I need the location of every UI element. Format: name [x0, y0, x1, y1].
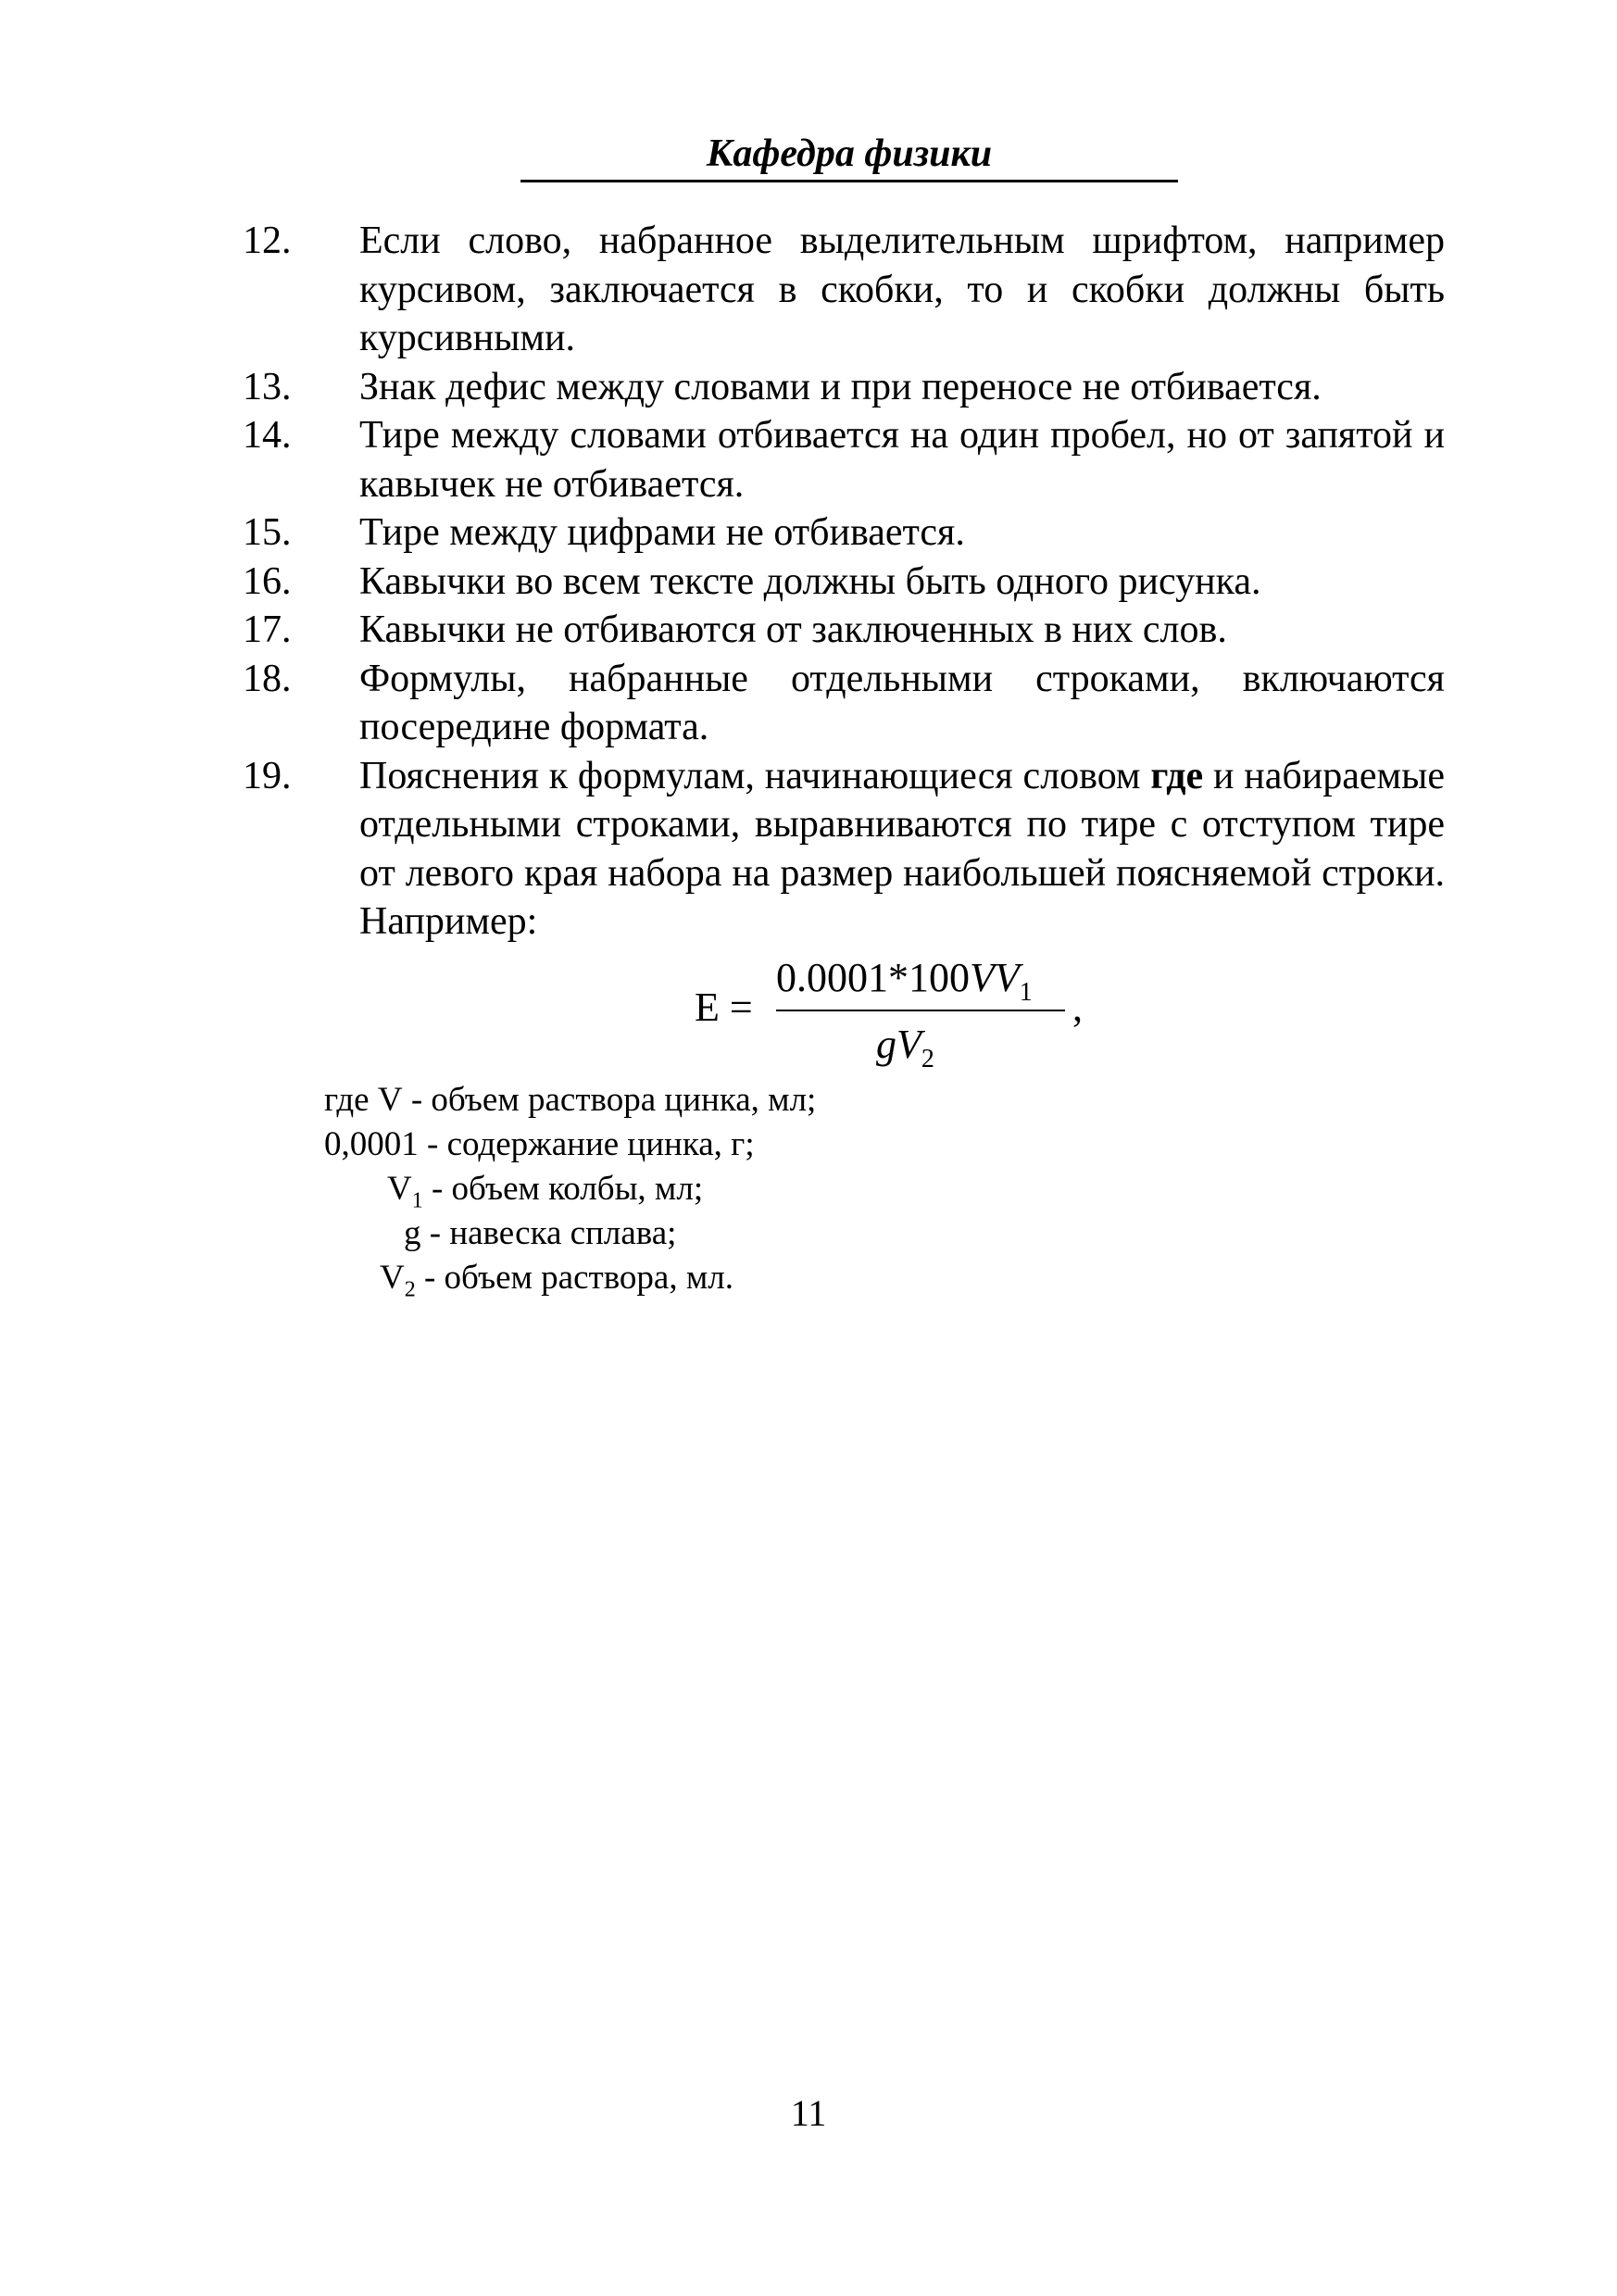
- definition-sub: 2: [404, 1277, 416, 1302]
- list-item: [243, 363, 1447, 412]
- item-text: [359, 752, 1445, 947]
- item-text-part: Пояснения к формулам, начинающиеся словом: [359, 754, 1151, 797]
- item-text: Формулы, набранные отдельными строками, включаются посередине формата.: [359, 657, 1445, 748]
- item-number: 15.: [243, 511, 292, 554]
- item-text: Тире между словами отбивается на один пробел, но от запятой и кавычек не отбивается.: [359, 414, 1445, 506]
- definition-row: [404, 1211, 896, 1256]
- definition-desc: - объем раствора цинка, мл;: [402, 1081, 817, 1119]
- definition-row: [324, 1078, 816, 1123]
- definition-symbol: где V: [324, 1081, 403, 1119]
- definition-desc: - объем колбы, мл;: [422, 1170, 704, 1208]
- list-item: [243, 558, 1447, 607]
- formula-numerator-var: VV: [970, 955, 1020, 1000]
- formula-denominator: [876, 1021, 934, 1074]
- formula-definitions: [324, 1078, 816, 1300]
- list-item: [243, 655, 1447, 752]
- list-item: [243, 752, 1447, 947]
- list-item: [243, 508, 1447, 558]
- definition-desc: - навеска сплава;: [420, 1214, 677, 1252]
- item-text-bold: где: [1150, 754, 1204, 797]
- list-item: [243, 217, 1447, 363]
- definition-symbol: V: [380, 1259, 405, 1297]
- item-number: 18.: [243, 657, 292, 700]
- list-item: [243, 606, 1447, 655]
- item-text: Знак дефис между словами и при переносе не отбивается.: [359, 365, 1322, 408]
- item-text: Кавычки во всем тексте должны быть одного рисунка.: [359, 559, 1261, 603]
- formula-denominator-sub: 2: [921, 1044, 934, 1073]
- definition-symbol: 0,0001: [324, 1125, 419, 1163]
- page-header-title: Кафедра физики: [520, 130, 1178, 182]
- item-text: Кавычки не отбиваются от заключенных в них слов.: [359, 609, 1227, 651]
- item-number: 16.: [243, 559, 292, 603]
- formula-numerator: [776, 954, 1033, 1008]
- item-text: Если слово, набранное выделительным шрифтом, например курсивом, заключается в скобки, то и скобки должны быть курсивными.: [359, 220, 1445, 359]
- formula-denominator-var: gV: [876, 1022, 921, 1067]
- rules-list: [243, 217, 1447, 947]
- list-item: [243, 411, 1447, 508]
- definition-desc: - содержание цинка, г;: [418, 1125, 755, 1163]
- item-number: 13.: [243, 365, 292, 408]
- definition-row: [387, 1167, 879, 1211]
- definition-row: [324, 1123, 816, 1167]
- formula: [685, 945, 1102, 1084]
- definition-symbol: V: [387, 1170, 412, 1208]
- item-number: 19.: [243, 754, 292, 797]
- item-number: 12.: [243, 220, 292, 262]
- item-number: 14.: [243, 414, 292, 457]
- formula-lhs: E =: [695, 985, 753, 1030]
- definition-row: [380, 1256, 871, 1300]
- item-text: Тире между цифрами не отбивается.: [359, 511, 965, 554]
- item-number: 17.: [243, 609, 292, 651]
- formula-numerator-sub: 1: [1019, 977, 1033, 1007]
- item-text-part: и набираемые отдельными строками, выравниваются по тире с отступом тире от левого края набора на размер наибольшей поясняемой строки. Например:: [359, 754, 1445, 943]
- page-number: 11: [790, 2092, 827, 2134]
- fraction-bar: [776, 1010, 1065, 1011]
- definition-sub: 1: [411, 1188, 423, 1213]
- formula-comma: ,: [1072, 985, 1083, 1030]
- definition-desc: - объем раствора, мл.: [415, 1259, 733, 1297]
- formula-numerator-main: 0.0001*100: [776, 955, 970, 1000]
- definition-symbol: g: [404, 1214, 421, 1252]
